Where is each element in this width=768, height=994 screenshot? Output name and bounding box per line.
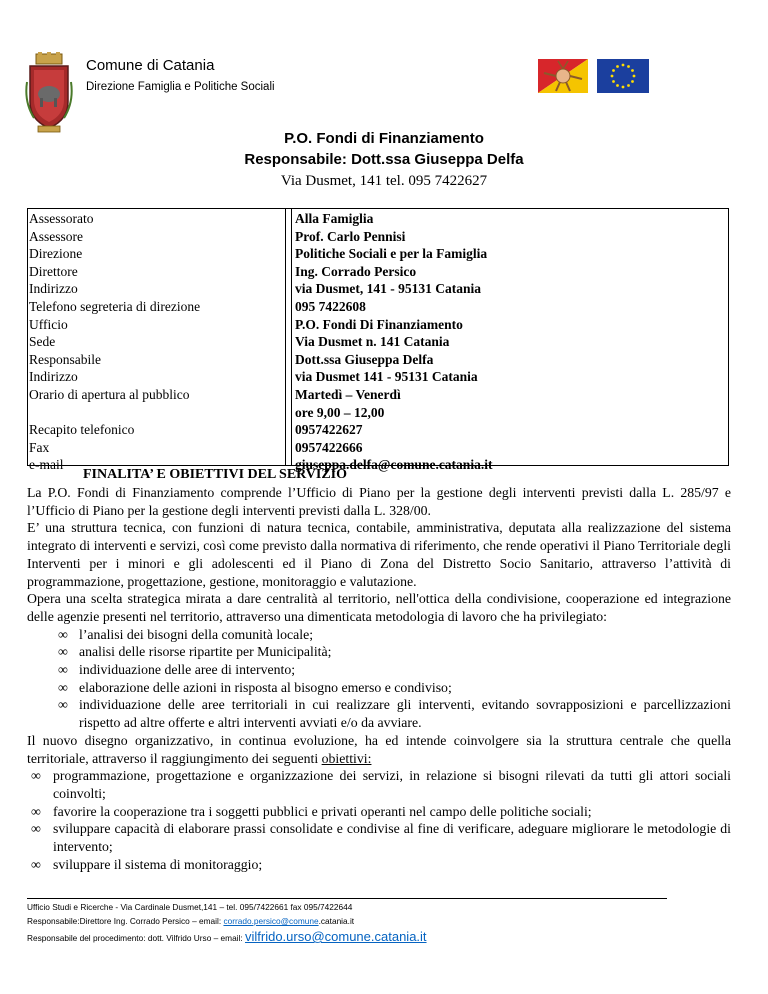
paragraph: Il nuovo disegno organizzativo, in continua evoluzione, ha ed intende coinvolgere sia la struttura centrale che quella territoriale, attraverso il raggiungimento dei seguenti obiettivi: [27, 732, 731, 766]
infinity-bullet-icon: ∞ [58, 697, 68, 713]
info-value: Via Dusmet n. 141 Catania [295, 334, 450, 350]
info-value: via Dusmet, 141 - 95131 Catania [295, 281, 481, 297]
footer-line-1: Ufficio Studi e Ricerche - Via Cardinale Dusmet,141 – tel. 095/7422661 fax 095/7422644 [27, 902, 353, 912]
info-label: Direttore [29, 263, 78, 279]
info-labels-column [28, 209, 286, 473]
objectives-label: obiettivi: [321, 750, 372, 766]
info-label: e-mail [29, 457, 64, 473]
method-list [27, 626, 731, 732]
office-title: P.O. Fondi di Finanziamento [284, 130, 484, 147]
info-value: Ing. Corrado Persico [295, 263, 417, 279]
body-text [27, 484, 731, 873]
infinity-bullet-icon: ∞ [58, 679, 68, 695]
info-label [29, 404, 285, 422]
info-value: Politiche Sociali e per la Famiglia [295, 246, 488, 262]
info-value: Alla Famiglia [295, 211, 374, 226]
info-value: P.O. Fondi Di Finanziamento [295, 316, 463, 332]
info-label: Recapito telefonico [29, 422, 135, 438]
info-label: Telefono segreteria di direzione [29, 298, 201, 314]
org-subtitle: Direzione Famiglia e Politiche Sociali [86, 81, 275, 93]
info-value: 0957422627 [295, 422, 363, 438]
footer-line-2: Responsabile:Direttore Ing. Corrado Persico – email: corrado.persico@comune.catania.it [27, 916, 355, 926]
info-value: Martedì – Venerdì [295, 386, 401, 402]
footer-divider [27, 898, 667, 899]
infinity-bullet-icon: ∞ [31, 803, 41, 819]
sicilia-flag-logo [538, 59, 588, 93]
infinity-bullet-icon: ∞ [58, 644, 68, 660]
info-value: Prof. Carlo Pennisi [295, 228, 406, 244]
list-item: ∞ programmazione, progettazione e organizzazione dei servizi, in relazione si bisogni rilevati da tutti gli attori sociali coinvolti; [31, 768, 731, 801]
org-name: Comune di Catania [86, 57, 215, 74]
info-value: 095 7422608 [295, 298, 366, 314]
info-value: Dott.ssa Giuseppa Delfa [295, 351, 434, 367]
info-label: Assessore [29, 228, 83, 244]
list-item: ∞ individuazione delle aree territoriali in cui realizzare gli interventi, evitando sovrapposizioni e parcellizzazioni rispetto ad altre offerte e altri interventi avviati e/o da avviare. [58, 697, 731, 731]
email-link-persico[interactable]: corrado.persico@comune [223, 916, 319, 926]
responsible-title: Responsabile: Dott.ssa Giuseppa Delfa [244, 151, 524, 168]
list-item: ∞ sviluppare capacità di elaborare prassi consolidate e condivise al fine di verificare, adeguare migliorare le metodologie di intervento; [31, 821, 731, 855]
info-label: Responsabile [29, 351, 101, 367]
info-value: via Dusmet 141 - 95131 Catania [295, 369, 478, 385]
objectives-list [27, 767, 731, 873]
info-table [27, 208, 729, 473]
section-title: FINALITA’ E OBIETTIVI DEL SERVIZIO [83, 467, 348, 482]
list-item: ∞ favorire la cooperazione tra i soggetti pubblici e privati operanti nel campo delle politiche sociali; [31, 803, 592, 819]
info-label: Orario di apertura al pubblico [29, 386, 190, 402]
info-value: ore 9,00 – 12,00 [295, 404, 385, 420]
list-item: ∞ individuazione delle aree di intervento; [58, 662, 296, 678]
info-label: Indirizzo [29, 281, 78, 297]
list-item: ∞ analisi delle risorse ripartite per Municipalità; [58, 644, 332, 660]
info-value: 0957422666 [295, 439, 363, 455]
catania-crest-logo [24, 52, 74, 136]
paragraph: E’ una struttura tecnica, con funzioni di natura tecnica, contabile, amministrativa, deputata alla realizzazione del sistema integrato di interventi e servizi, così come previsto dalla normativa di riferimento, che rende operativi il Piano Territoriale degli Interventi per i minori e gli adolescenti ed il Piano di Zona del Distretto Socio Sanitario, attraverso l’attività di programmazione, progettazione, gestione, monitoraggio e valutazione. [27, 520, 731, 589]
infinity-bullet-icon: ∞ [58, 626, 68, 642]
infinity-bullet-icon: ∞ [31, 856, 41, 872]
list-item: ∞ sviluppare il sistema di monitoraggio; [31, 856, 263, 872]
info-label: Fax [29, 439, 50, 455]
list-item: ∞ elaborazione delle azioni in risposta al bisogno emerso e condiviso; [58, 679, 452, 695]
infinity-bullet-icon: ∞ [58, 662, 68, 678]
footer-line-3: Responsabile del procedimento: dott. Vilfrido Urso – email: vilfrido.urso@comune.catania.it [27, 929, 427, 944]
info-label: Direzione [29, 246, 83, 262]
info-label: Indirizzo [29, 369, 78, 385]
info-label: Ufficio [29, 316, 68, 332]
info-label: Assessorato [29, 211, 94, 226]
email-link-urso[interactable]: vilfrido.urso@comune.catania.it [244, 929, 427, 944]
info-label: Sede [29, 334, 56, 350]
infinity-bullet-icon: ∞ [31, 768, 41, 784]
infinity-bullet-icon: ∞ [31, 821, 41, 837]
paragraph: La P.O. Fondi di Finanziamento comprende l’Ufficio di Piano per la gestione degli interventi previsti dalla L. 285/97 e l’Ufficio di Piano per la gestione degli interventi previsti dalla L. 328/00. [27, 485, 731, 518]
paragraph: Opera una scelta strategica mirata a dare centralità al territorio, nell'ottica della condivisione, cooperazione ed integrazione delle agenzie presenti nel territorio, attraverso una dimenticata metodologia di lavoro che ha privilegiato: [27, 591, 731, 624]
eu-flag-logo [597, 59, 649, 93]
address-line: Via Dusmet, 141 tel. 095 7422627 [280, 173, 488, 189]
list-item: ∞ l’analisi dei bisogni della comunità locale; [58, 626, 314, 642]
info-values-column [291, 209, 730, 473]
email-value[interactable]: giuseppa.delfa@comune.catania.it [295, 457, 493, 473]
